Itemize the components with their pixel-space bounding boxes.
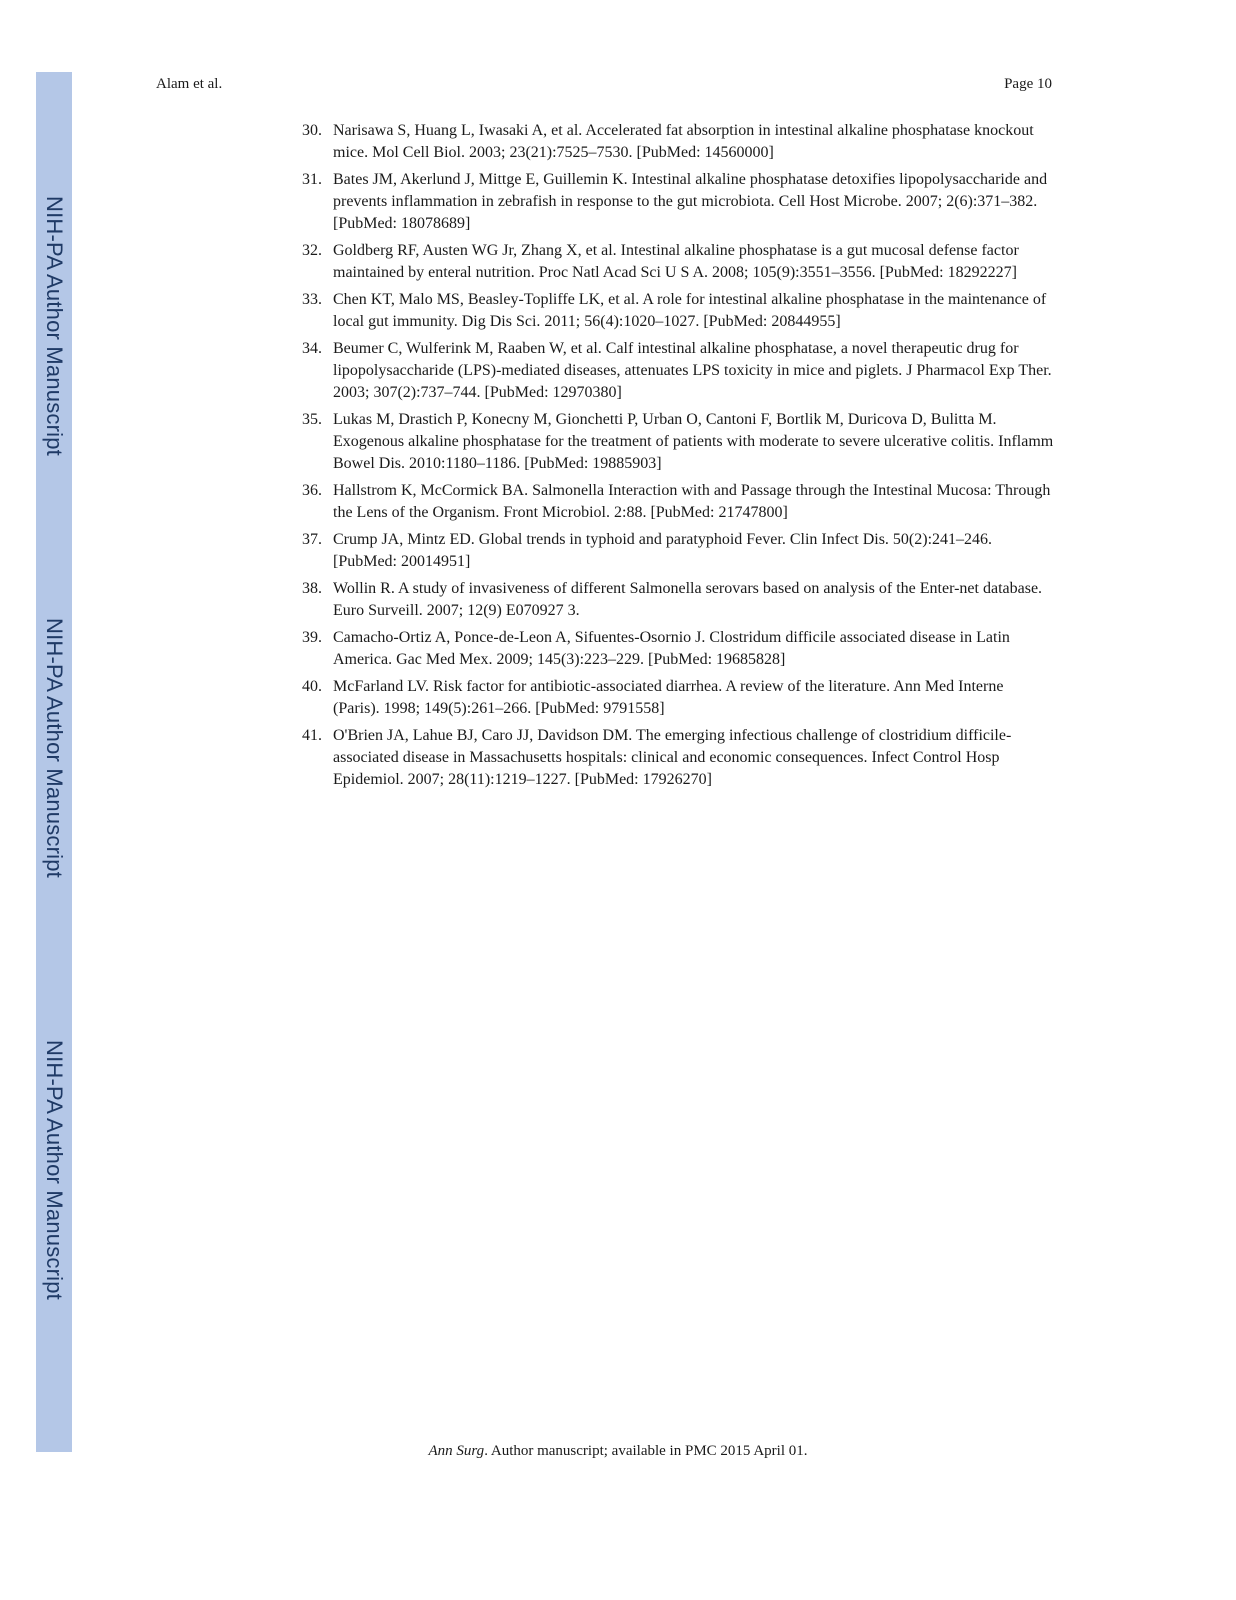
- reference-item: [302, 627, 1054, 671]
- reference-text: Wollin R. A study of invasiveness of different Salmonella serovars based on analysis of the Enter-net database. Euro Surveill. 2007; 12(9) E070927 3.: [333, 580, 1043, 619]
- side-label-text: NIH-PA Author Manuscript: [42, 1040, 67, 1300]
- reference-number: 32.: [302, 242, 322, 259]
- reference-number: 31.: [302, 171, 322, 188]
- reference-item: [302, 480, 1054, 524]
- reference-item: [302, 676, 1054, 720]
- page-number: Page 10: [1004, 76, 1052, 92]
- reference-number: 38.: [302, 580, 322, 597]
- reference-text: Lukas M, Drastich P, Konecny M, Gionchetti P, Urban O, Cantoni F, Bortlik M, Duricova D, Bulitta M. Exogenous alkaline phosphatase for the treatment of patients with moderate to severe ulcerative colitis. Inflamm Bowel Dis. 2010:1180–1186. [PubMed: 19885903]: [333, 411, 1054, 472]
- reference-text: Narisawa S, Huang L, Iwasaki A, et al. Accelerated fat absorption in intestinal alkaline phosphatase knockout mice. Mol Cell Biol. 2003; 23(21):7525–7530. [PubMed: 14560000]: [333, 122, 1034, 161]
- reference-item: [302, 289, 1054, 333]
- reference-text: Chen KT, Malo MS, Beasley-Topliffe LK, et al. A role for intestinal alkaline phosphatase in the maintenance of local gut immunity. Dig Dis Sci. 2011; 56(4):1020–1027. [PubMed: 20844955]: [333, 291, 1047, 330]
- reference-text: McFarland LV. Risk factor for antibiotic-associated diarrhea. A review of the literature. Ann Med Interne (Paris). 1998; 149(5):261–266. [PubMed: 9791558]: [333, 678, 1004, 717]
- reference-text: Crump JA, Mintz ED. Global trends in typhoid and paratyphoid Fever. Clin Infect Dis. 50(2):241–246. [PubMed: 20014951]: [333, 531, 993, 570]
- page-footer: [0, 1443, 1236, 1460]
- reference-item: [302, 725, 1054, 791]
- running-head-authors: Alam et al.: [156, 76, 223, 92]
- reference-text: Hallstrom K, McCormick BA. Salmonella Interaction with and Passage through the Intestinal Mucosa: Through the Lens of the Organism. Front Microbiol. 2:88. [PubMed: 21747800]: [333, 482, 1051, 521]
- footer-availability: . Author manuscript; available in PMC 2015 April 01.: [484, 1443, 808, 1459]
- reference-number: 37.: [302, 531, 322, 548]
- reference-number: 35.: [302, 411, 322, 428]
- reference-text: Beumer C, Wulferink M, Raaben W, et al. Calf intestinal alkaline phosphatase, a novel therapeutic drug for lipopolysaccharide (LPS)-mediated diseases, attenuates LPS toxicity in mice and piglets. J Pharmacol Exp Ther. 2003; 307(2):737–744. [PubMed: 12970380]: [333, 340, 1052, 401]
- reference-number: 40.: [302, 678, 322, 695]
- reference-item: [302, 529, 1054, 573]
- journal-name: Ann Surg: [428, 1443, 485, 1459]
- reference-number: 33.: [302, 291, 322, 308]
- reference-item: [302, 240, 1054, 284]
- reference-text: Camacho-Ortiz A, Ponce-de-Leon A, Sifuentes-Osornio J. Clostridum difficile associated disease in Latin America. Gac Med Mex. 2009; 145(3):223–229. [PubMed: 19685828]: [333, 629, 1010, 668]
- reference-item: [302, 120, 1054, 164]
- reference-item: [302, 169, 1054, 235]
- reference-list: [302, 120, 1054, 796]
- reference-number: 36.: [302, 482, 322, 499]
- reference-item: [302, 338, 1054, 404]
- reference-number: 30.: [302, 122, 322, 139]
- reference-item: [302, 578, 1054, 622]
- reference-number: 39.: [302, 629, 322, 646]
- reference-number: 41.: [302, 727, 322, 744]
- reference-item: [302, 409, 1054, 475]
- side-label-text: NIH-PA Author Manuscript: [42, 618, 67, 878]
- side-label-text: NIH-PA Author Manuscript: [42, 196, 67, 456]
- reference-text: Bates JM, Akerlund J, Mittge E, Guillemin K. Intestinal alkaline phosphatase detoxifies lipopolysaccharide and prevents inflammation in zebrafish in response to the gut microbiota. Cell Host Microbe. 2007; 2(6):371–382. [PubMed: 18078689]: [333, 171, 1048, 232]
- reference-text: O'Brien JA, Lahue BJ, Caro JJ, Davidson DM. The emerging infectious challenge of clostridium difficile-associated disease in Massachusetts hospitals: clinical and economic consequences. Infect Control Hosp Epidemiol. 2007; 28(11):1219–1227. [PubMed: 17926270]: [333, 727, 1012, 788]
- reference-text: Goldberg RF, Austen WG Jr, Zhang X, et al. Intestinal alkaline phosphatase is a gut mucosal defense factor maintained by enteral nutrition. Proc Natl Acad Sci U S A. 2008; 105(9):3551–3556. [PubMed: 18292227]: [333, 242, 1019, 281]
- reference-number: 34.: [302, 340, 322, 357]
